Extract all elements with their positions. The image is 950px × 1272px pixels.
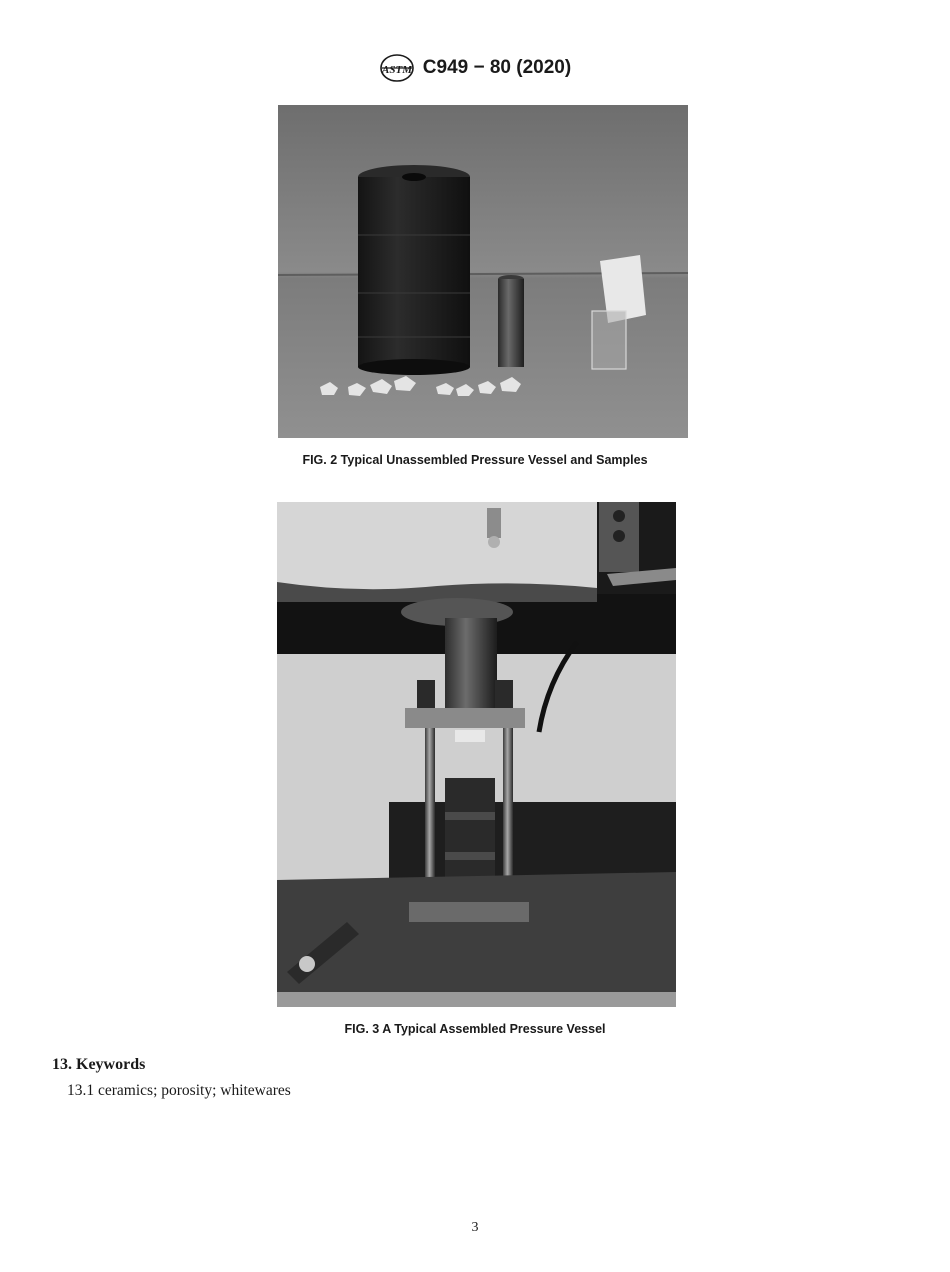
figure-3-photo (277, 502, 676, 1007)
figure-2-photo (278, 105, 688, 438)
page-number: 3 (471, 1220, 479, 1235)
document-designation: C949 − 80 (2020) (422, 57, 572, 78)
section-paragraph-keywords: 13.1 ceramics; porosity; whitewares (67, 1082, 291, 1099)
section-heading-keywords: 13. Keywords (52, 1056, 146, 1073)
figure-2-caption: FIG. 2 Typical Unassembled Pressure Vessel and Samples (302, 453, 648, 467)
page-header (0, 52, 950, 84)
svg-text:ASTM: ASTM (381, 64, 412, 76)
figure-3-caption: FIG. 3 A Typical Assembled Pressure Vessel (344, 1022, 606, 1036)
astm-logo-icon (379, 53, 415, 83)
